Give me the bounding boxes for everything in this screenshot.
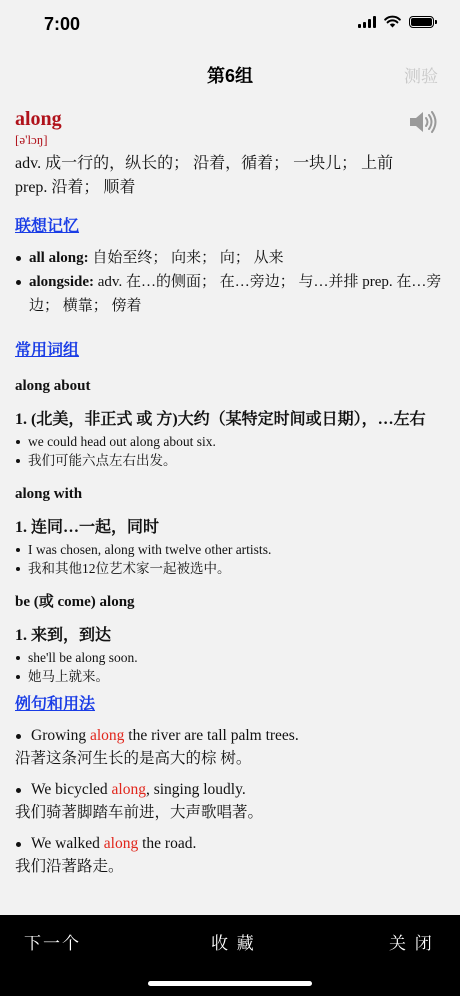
- home-indicator[interactable]: [148, 981, 312, 986]
- definition-list: [15, 152, 446, 200]
- example-sentence: [15, 778, 446, 824]
- example-text: Growing: [31, 727, 90, 744]
- example-text: We bicycled: [31, 781, 112, 798]
- battery-icon: [409, 16, 434, 28]
- status-bar: [0, 0, 460, 50]
- phonetic: [ə'lɔŋ]: [15, 132, 48, 147]
- nav-bar: [0, 50, 460, 98]
- example-en: she'll be along soon.: [15, 648, 446, 667]
- speaker-icon[interactable]: [408, 110, 438, 134]
- example-text: , singing loudly.: [145, 781, 246, 798]
- example-en: we could head out along about six.: [15, 432, 446, 451]
- wifi-icon: [384, 15, 401, 28]
- example-cn: 她马上就来。: [15, 667, 446, 686]
- examples-heading-link[interactable]: 例句和用法: [15, 696, 96, 713]
- example-text: the river are tall palm trees.: [124, 727, 299, 744]
- highlight-word: along: [111, 781, 146, 798]
- example-cn: 我们骑著脚踏车前进，大声歌唱著。: [15, 804, 264, 821]
- definition: adv. 成一行的，纵长的； 沿着，循着； 一块儿； 上前: [15, 155, 394, 172]
- association-heading-link[interactable]: 联想记忆: [15, 218, 80, 235]
- example-sentence: [15, 724, 446, 770]
- definition: prep. 沿着； 顺着: [15, 179, 136, 196]
- dictionary-entry: [15, 106, 446, 878]
- phrase-title: be (或 come) along: [15, 594, 135, 610]
- cellular-signal-icon: [358, 16, 376, 28]
- phrase-group: [15, 376, 446, 470]
- quiz-button[interactable]: 测验: [404, 67, 438, 86]
- phrase-group: [15, 592, 446, 686]
- association-term: all along:: [29, 250, 89, 266]
- phrase-group: [15, 484, 446, 578]
- highlight-word: along: [103, 835, 139, 852]
- example-en: I was chosen, along with twelve other artists.: [15, 540, 446, 559]
- bottom-toolbar: [0, 915, 460, 996]
- next-button[interactable]: 下一个: [24, 934, 81, 953]
- example-en: [15, 832, 446, 856]
- example-text: the road.: [138, 835, 197, 852]
- association-list: [15, 246, 446, 318]
- list-item: [15, 270, 446, 318]
- favorite-button[interactable]: 收 藏: [211, 934, 256, 953]
- example-cn: 我们沿著路走。: [15, 858, 124, 875]
- phrases-heading-link[interactable]: 常用词组: [15, 342, 80, 359]
- phrase-title: along with: [15, 486, 83, 502]
- list-item: [15, 246, 446, 270]
- headword: along: [15, 108, 62, 130]
- phrase-sense: 1. (北美，非正式 或 方)大约（某特定时间或日期），…左右: [15, 411, 426, 428]
- example-text: We walked: [31, 835, 104, 852]
- close-button[interactable]: 关 闭: [389, 934, 434, 953]
- phrase-title: along about: [15, 378, 91, 394]
- highlight-word: along: [89, 727, 125, 744]
- association-term: alongside:: [29, 274, 95, 290]
- phrase-sense: 1. 连同…一起，同时: [15, 519, 160, 536]
- example-sentence: [15, 832, 446, 878]
- page-title: 第6组: [206, 66, 253, 86]
- phrase-sense: 1. 来到，到达: [15, 627, 112, 644]
- example-cn: 我和其他12位艺术家一起被选中。: [15, 559, 446, 578]
- example-cn: 我们可能六点左右出发。: [15, 451, 446, 470]
- association-text: 自始至终； 向来； 向； 从来: [88, 250, 284, 266]
- example-en: [15, 724, 446, 748]
- status-time: 7:00: [44, 14, 81, 34]
- status-icons: [358, 15, 434, 28]
- association-text: adv. 在…的侧面； 在…旁边； 与…并排 prep. 在…旁边； 横靠； 傍着: [29, 274, 442, 314]
- example-en: [15, 778, 446, 802]
- example-cn: 沿著这条河生长的是高大的棕 树。: [15, 750, 252, 767]
